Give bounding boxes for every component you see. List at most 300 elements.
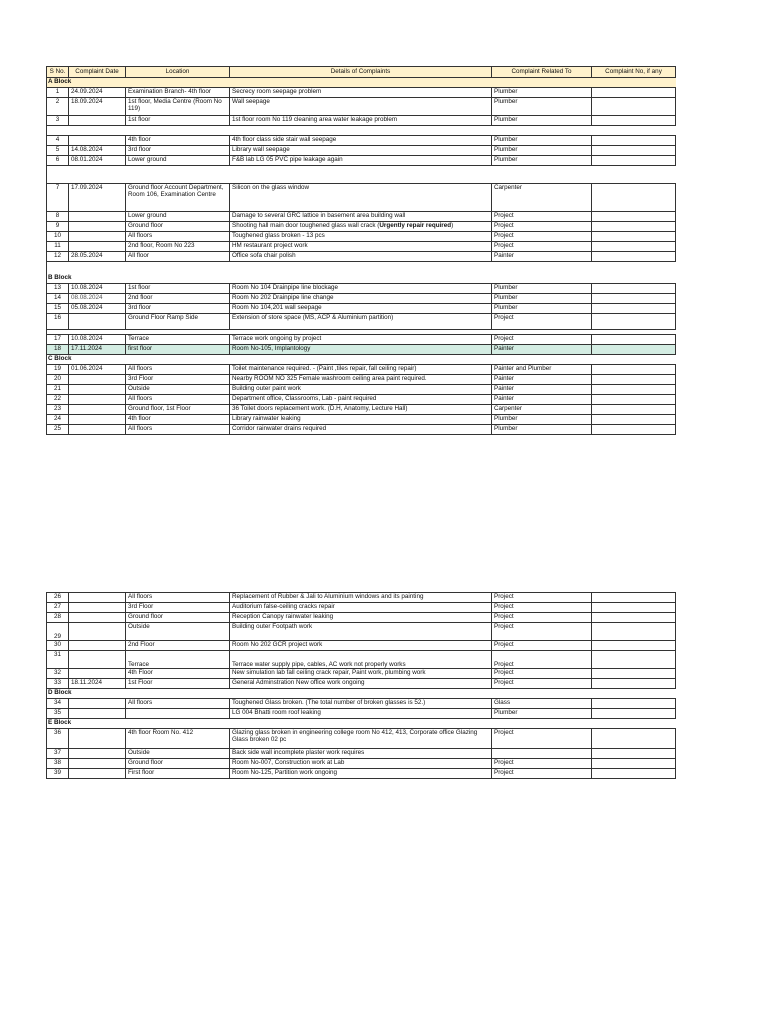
table-row [47, 345, 676, 355]
table-row [47, 136, 676, 146]
cell-date [69, 395, 126, 405]
cell-complaint-no [592, 232, 676, 242]
cell-related: Plumber [492, 98, 592, 116]
cell-location: 4th floor [126, 136, 230, 146]
cell-sno: 20 [47, 375, 69, 385]
cell-complaint-no [592, 252, 676, 262]
cell-complaint-no [592, 314, 676, 330]
cell-date [69, 699, 126, 709]
cell-details: Terrace water supply pipe, cables, AC work not properly works [230, 651, 492, 669]
cell-complaint-no [592, 603, 676, 613]
cell-complaint-no [592, 415, 676, 425]
header-location: Location [126, 67, 230, 78]
cell-location: 3rd Floor [126, 375, 230, 385]
cell-details: 1st floor room No 119 cleaning area water leakage problem [230, 116, 492, 126]
table-row [47, 749, 676, 759]
cell-related: Project [492, 212, 592, 222]
block-heading: D Block [47, 689, 676, 699]
cell-location: 2nd Floor [126, 641, 230, 651]
cell-sno: 22 [47, 395, 69, 405]
cell-location: All floors [126, 425, 230, 435]
cell-location: All floors [126, 365, 230, 375]
cell-details: General Adminstration New office work ongoing [230, 679, 492, 689]
block-heading: A Block [47, 78, 676, 88]
cell-location: 2nd floor [126, 294, 230, 304]
cell-complaint-no [592, 222, 676, 232]
cell-sno: 24 [47, 415, 69, 425]
cell-related: Carpenter [492, 184, 592, 212]
cell-details: Corridor rainwater drains required [230, 425, 492, 435]
cell-sno: 15 [47, 304, 69, 314]
cell-complaint-no [592, 345, 676, 355]
cell-related: Project [492, 759, 592, 769]
cell-complaint-no [592, 669, 676, 679]
cell-location: Ground floor Account Department, Room 106, Examination Centre [126, 184, 230, 212]
cell-details: 4th floor class side stair wall seepage [230, 136, 492, 146]
table-row [47, 641, 676, 651]
cell-details: Auditorium false-ceiling cracks repair [230, 603, 492, 613]
table-row [47, 395, 676, 405]
cell-complaint-no [592, 613, 676, 623]
table-row [47, 284, 676, 294]
table-body-2 [47, 593, 676, 779]
cell-related: Plumber [492, 425, 592, 435]
cell-details: Toughened Glass broken. (The total number of broken glasses is 52.) [230, 699, 492, 709]
cell-date: 08.08.2024 [69, 294, 126, 304]
cell-location: All floor [126, 252, 230, 262]
cell-sno: 37 [47, 749, 69, 759]
cell-location: Examination Branch- 4th floor [126, 88, 230, 98]
table-row [47, 759, 676, 769]
cell-sno: 12 [47, 252, 69, 262]
cell-related: Project [492, 613, 592, 623]
cell-details: Terrace work ongoing by project [230, 335, 492, 345]
cell-sno: 8 [47, 212, 69, 222]
cell-date: 17.09.2024 [69, 184, 126, 212]
cell-complaint-no [592, 769, 676, 779]
header-complaint-no: Complaint No, if any [592, 67, 676, 78]
cell-sno: 7 [47, 184, 69, 212]
cell-complaint-no [592, 242, 676, 252]
table-row [47, 212, 676, 222]
cell-date: 18.09.2024 [69, 98, 126, 116]
cell-details: F&B lab LG 05 PVC pipe leakage again [230, 156, 492, 166]
table-row [47, 116, 676, 126]
cell-date [69, 769, 126, 779]
table-row [47, 314, 676, 330]
block-heading: E Block [47, 719, 676, 729]
cell-related: Project [492, 242, 592, 252]
cell-date: 28.05.2024 [69, 252, 126, 262]
cell-date [69, 759, 126, 769]
cell-sno: 18 [47, 345, 69, 355]
details-text-end: ) [451, 222, 454, 229]
cell-details: Room No 104,201 wall seepage [230, 304, 492, 314]
table-row [47, 613, 676, 623]
cell-complaint-no [592, 385, 676, 395]
table-row [47, 98, 676, 116]
cell-date [69, 242, 126, 252]
cell-related: Project [492, 769, 592, 779]
table-row [47, 365, 676, 375]
cell-date: 18.11.2024 [69, 679, 126, 689]
header-details: Details of Complaints [230, 67, 492, 78]
cell-details: Toughened glass broken - 13 pcs [230, 232, 492, 242]
details-text: Shooting hall main door toughened glass wall crack ( [232, 222, 380, 229]
cell-details: Silicon on the glass window [230, 184, 492, 212]
cell-complaint-no [592, 759, 676, 769]
cell-details: 36 Toilet doors replacement work. (D.H, Anatomy, Lecture Hall) [230, 405, 492, 415]
complaints-table-page-1 [46, 66, 676, 435]
cell-complaint-no [592, 425, 676, 435]
cell-details [230, 222, 492, 232]
cell-sno: 16 [47, 314, 69, 330]
cell-sno: 17 [47, 335, 69, 345]
complaints-table-page-2 [46, 592, 676, 779]
table-row [47, 623, 676, 641]
table-row [47, 425, 676, 435]
header-date: Complaint Date [69, 67, 126, 78]
cell-related: Carpenter [492, 405, 592, 415]
cell-sno: 25 [47, 425, 69, 435]
cell-sno: 13 [47, 284, 69, 294]
cell-location: Terrace [126, 651, 230, 669]
cell-details: Room No 104 Drainpipe line blockage [230, 284, 492, 294]
cell-complaint-no [592, 212, 676, 222]
cell-location: All floors [126, 593, 230, 603]
cell-sno: 34 [47, 699, 69, 709]
cell-date [69, 603, 126, 613]
cell-details: Library wall seepage [230, 146, 492, 156]
cell-date: 24.09.2024 [69, 88, 126, 98]
cell-date [69, 749, 126, 759]
cell-date [69, 729, 126, 749]
spacer-cell [47, 166, 676, 184]
cell-related: Project [492, 593, 592, 603]
cell-related: Plumber [492, 709, 592, 719]
cell-location [126, 709, 230, 719]
cell-location: Ground Floor Ramp Side [126, 314, 230, 330]
cell-details: Building outer paint work [230, 385, 492, 395]
cell-related: Project [492, 232, 592, 242]
block-heading: B Block [47, 274, 676, 284]
cell-sno: 3 [47, 116, 69, 126]
cell-complaint-no [592, 729, 676, 749]
cell-date [69, 425, 126, 435]
cell-details: Wall seepage [230, 98, 492, 116]
cell-related: Plumber [492, 294, 592, 304]
table-row [47, 669, 676, 679]
cell-complaint-no [592, 405, 676, 415]
cell-details: Toilet maintenance required. - (Paint ,tiles repair, fall ceiling repair) [230, 365, 492, 375]
cell-sno: 11 [47, 242, 69, 252]
cell-location: Terrace [126, 335, 230, 345]
cell-related: Plumber [492, 415, 592, 425]
cell-location: 2nd floor, Room No 223 [126, 242, 230, 252]
cell-related [492, 749, 592, 759]
cell-details: Office sofa chair polish [230, 252, 492, 262]
cell-complaint-no [592, 593, 676, 603]
cell-sno: 6 [47, 156, 69, 166]
cell-complaint-no [592, 156, 676, 166]
cell-sno: 14 [47, 294, 69, 304]
cell-location: 4th Floor [126, 669, 230, 679]
cell-date: 10.08.2024 [69, 284, 126, 294]
cell-details: Reception Canopy rainwater leaking [230, 613, 492, 623]
table-row [47, 769, 676, 779]
table-row [47, 88, 676, 98]
cell-sno: 27 [47, 603, 69, 613]
cell-complaint-no [592, 184, 676, 212]
cell-date: 14.08.2024 [69, 146, 126, 156]
cell-location: Ground floor [126, 222, 230, 232]
cell-related: Painter [492, 375, 592, 385]
cell-related: Plumber [492, 284, 592, 294]
cell-related: Plumber [492, 304, 592, 314]
cell-sno: 2 [47, 98, 69, 116]
table-row [47, 184, 676, 212]
cell-date: 10.08.2024 [69, 335, 126, 345]
cell-details: Back side wall incomplete plaster work requires [230, 749, 492, 759]
cell-complaint-no [592, 623, 676, 641]
cell-location: first floor [126, 345, 230, 355]
block-heading: C Block [47, 355, 676, 365]
table-row [47, 252, 676, 262]
cell-complaint-no [592, 699, 676, 709]
cell-related: Project [492, 314, 592, 330]
table-row [47, 375, 676, 385]
cell-sno: 30 [47, 641, 69, 651]
table-row [47, 335, 676, 345]
cell-details: Damage to several GRC lattice in basement area building wall [230, 212, 492, 222]
cell-related: Painter and Plumber [492, 365, 592, 375]
table-row [47, 593, 676, 603]
cell-related: Plumber [492, 156, 592, 166]
block-heading-row [47, 355, 676, 365]
cell-sno: 36 [47, 729, 69, 749]
cell-date [69, 613, 126, 623]
cell-sno: 39 [47, 769, 69, 779]
cell-location: 1st Floor [126, 679, 230, 689]
cell-date [69, 641, 126, 651]
cell-location: 4th floor Room No. 412 [126, 729, 230, 749]
cell-related: Glass [492, 699, 592, 709]
cell-location: Outside [126, 385, 230, 395]
cell-related: Painter [492, 252, 592, 262]
cell-location: All floors [126, 232, 230, 242]
cell-location: Ground floor [126, 759, 230, 769]
cell-date [69, 669, 126, 679]
cell-complaint-no [592, 365, 676, 375]
cell-sno: 23 [47, 405, 69, 415]
cell-location: Lower ground [126, 156, 230, 166]
table-row [47, 679, 676, 689]
cell-location: Ground floor [126, 613, 230, 623]
details-urgent-text: Urgently repair required [379, 222, 452, 229]
table-body-1 [47, 78, 676, 435]
cell-related: Plumber [492, 146, 592, 156]
cell-related: Plumber [492, 88, 592, 98]
cell-complaint-no [592, 335, 676, 345]
cell-details: Room No-105, Implantology [230, 345, 492, 355]
cell-sno: 38 [47, 759, 69, 769]
cell-details: New simulation lab fall ceiling crack repair, Paint work, plumbing work [230, 669, 492, 679]
table-row [47, 156, 676, 166]
cell-date [69, 651, 126, 669]
block-heading-row [47, 719, 676, 729]
cell-date [69, 623, 126, 641]
cell-related: Painter [492, 395, 592, 405]
cell-date [69, 385, 126, 395]
header-sno: S No. [47, 67, 69, 78]
table-row [47, 294, 676, 304]
cell-sno: 33 [47, 679, 69, 689]
cell-date [69, 136, 126, 146]
cell-complaint-no [592, 651, 676, 669]
cell-sno: 35 [47, 709, 69, 719]
cell-location: All floors [126, 699, 230, 709]
cell-date [69, 405, 126, 415]
cell-details: Library rainwater leaking [230, 415, 492, 425]
table-row [47, 222, 676, 232]
spacer-cell [47, 262, 676, 274]
cell-complaint-no [592, 375, 676, 385]
cell-sno: 9 [47, 222, 69, 232]
cell-details: Department office, Classrooms, Lab - paint required [230, 395, 492, 405]
table-row [47, 699, 676, 709]
cell-related: Plumber [492, 136, 592, 146]
cell-complaint-no [592, 146, 676, 156]
table-row [47, 385, 676, 395]
cell-related: Project [492, 603, 592, 613]
table-row [47, 729, 676, 749]
cell-complaint-no [592, 679, 676, 689]
cell-date: 08.01.2024 [69, 156, 126, 166]
cell-complaint-no [592, 304, 676, 314]
cell-date [69, 593, 126, 603]
cell-date: 17.11.2024 [69, 345, 126, 355]
cell-details: Room No-007, Construction work at Lab [230, 759, 492, 769]
cell-details: Room No 202 Drainpipe line change [230, 294, 492, 304]
cell-complaint-no [592, 294, 676, 304]
cell-related: Project [492, 651, 592, 669]
cell-complaint-no [592, 284, 676, 294]
cell-related: Plumber [492, 116, 592, 126]
cell-sno: 10 [47, 232, 69, 242]
cell-location: Lower ground [126, 212, 230, 222]
header-row [47, 67, 676, 78]
table-row [47, 242, 676, 252]
cell-location: 1st floor [126, 284, 230, 294]
cell-details: Building outer Footpath work [230, 623, 492, 641]
cell-location: 3rd floor [126, 304, 230, 314]
cell-sno: 31 [47, 651, 69, 669]
cell-date [69, 709, 126, 719]
cell-sno: 29 [47, 623, 69, 641]
table-row [47, 146, 676, 156]
cell-location: Outside [126, 749, 230, 759]
spacer-row [47, 166, 676, 184]
cell-details: Replacement of Rubber & Jali to Aluminium windows and its painting [230, 593, 492, 603]
cell-details: Secrecy room seepage problem [230, 88, 492, 98]
cell-related: Project [492, 669, 592, 679]
cell-location: First floor [126, 769, 230, 779]
cell-date [69, 232, 126, 242]
cell-location: All floors [126, 395, 230, 405]
cell-details: Nearby ROOM NO 325 Female washroom ceiling area paint required. [230, 375, 492, 385]
cell-date [69, 375, 126, 385]
cell-related: Project [492, 641, 592, 651]
cell-sno: 1 [47, 88, 69, 98]
cell-related: Project [492, 222, 592, 232]
cell-date [69, 212, 126, 222]
cell-date [69, 116, 126, 126]
cell-complaint-no [592, 641, 676, 651]
cell-complaint-no [592, 116, 676, 126]
cell-complaint-no [592, 709, 676, 719]
cell-details: Extension of store space (MS, ACP & Aluminium partition) [230, 314, 492, 330]
cell-related: Project [492, 335, 592, 345]
cell-complaint-no [592, 98, 676, 116]
cell-sno: 28 [47, 613, 69, 623]
cell-date [69, 222, 126, 232]
cell-details: Glazing glass broken in engineering college room No 412, 413, Corporate office Glazing Glass broken 02 pc [230, 729, 492, 749]
cell-sno: 26 [47, 593, 69, 603]
cell-date [69, 314, 126, 330]
table-row [47, 304, 676, 314]
cell-complaint-no [592, 136, 676, 146]
cell-location: 3rd floor [126, 146, 230, 156]
table-row [47, 651, 676, 669]
block-heading-row [47, 274, 676, 284]
cell-details: HM restaurant project work [230, 242, 492, 252]
block-heading-row [47, 78, 676, 88]
cell-sno: 21 [47, 385, 69, 395]
cell-sno: 32 [47, 669, 69, 679]
cell-location: 4th floor [126, 415, 230, 425]
cell-complaint-no [592, 395, 676, 405]
header-related: Complaint Related To [492, 67, 592, 78]
cell-sno: 5 [47, 146, 69, 156]
cell-location: 3rd Floor [126, 603, 230, 613]
cell-details: Room No-125, Partition work ongoing [230, 769, 492, 779]
spacer-row [47, 126, 676, 136]
cell-location: Outside [126, 623, 230, 641]
spacer-cell [47, 126, 676, 136]
cell-location: 1st floor, Media Centre (Room No 119) [126, 98, 230, 116]
cell-details: Room No 202 GCR project work [230, 641, 492, 651]
cell-related: Project [492, 729, 592, 749]
cell-related: Painter [492, 345, 592, 355]
table-row [47, 232, 676, 242]
cell-date: 05.08.2024 [69, 304, 126, 314]
cell-sno: 19 [47, 365, 69, 375]
block-heading-row [47, 689, 676, 699]
cell-location: Ground floor, 1st Floor [126, 405, 230, 415]
table-row [47, 709, 676, 719]
table-row [47, 415, 676, 425]
cell-complaint-no [592, 88, 676, 98]
cell-related: Project [492, 679, 592, 689]
cell-date [69, 415, 126, 425]
cell-related: Painter [492, 385, 592, 395]
cell-details: LG 004 Bhatti room roof leaking [230, 709, 492, 719]
cell-date: 01.06.2024 [69, 365, 126, 375]
cell-location: 1st floor [126, 116, 230, 126]
table-row [47, 603, 676, 613]
cell-sno: 4 [47, 136, 69, 146]
cell-related: Project [492, 623, 592, 641]
